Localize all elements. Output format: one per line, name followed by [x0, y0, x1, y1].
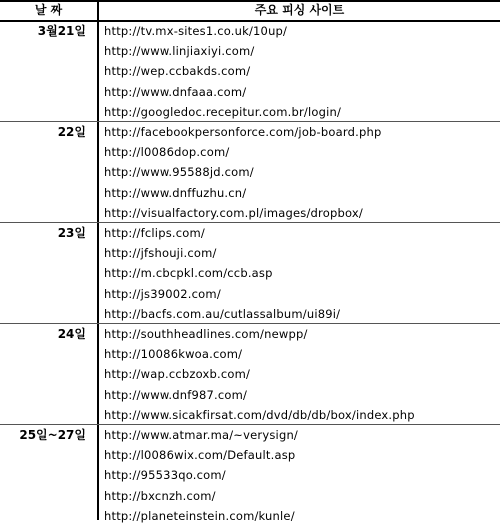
table-row — [0, 61, 500, 81]
site-url-cell: http://bacfs.com.au/cutlassalbum/ui89i/ — [104, 307, 341, 321]
table-row — [0, 41, 500, 61]
table-row — [0, 183, 500, 203]
date-cell: 24일 — [57, 327, 86, 341]
site-url-cell: http://southheadlines.com/newpp/ — [104, 327, 308, 341]
site-url-cell: http://bxcnzh.com/ — [104, 489, 216, 503]
table-top-border — [0, 0, 500, 2]
table-row — [0, 486, 500, 506]
table-row — [0, 506, 500, 526]
site-url-cell: http://www.dnf987.com/ — [104, 388, 248, 402]
site-url-cell: http://l0086wix.com/Default.asp — [104, 448, 296, 462]
date-column-header: 날 짜 — [34, 3, 63, 17]
site-url-cell: http://10086kwoa.com/ — [104, 347, 243, 361]
site-url-cell: http://www.dnffuzhu.cn/ — [104, 186, 247, 200]
site-url-cell: http://jfshouji.com/ — [104, 246, 217, 260]
site-url-cell: http://planeteinstein.com/kunle/ — [104, 509, 295, 523]
site-url-cell: http://js39002.com/ — [104, 287, 221, 301]
table-header — [0, 0, 500, 20]
date-cell: 23일 — [57, 226, 86, 240]
site-url-cell: http://l0086dop.com/ — [104, 145, 230, 159]
table-row — [0, 243, 500, 263]
table-row — [0, 284, 500, 304]
table-row — [0, 425, 500, 445]
table-row — [0, 324, 500, 344]
table-row — [0, 385, 500, 405]
site-url-cell: http://www.dnfaaa.com/ — [104, 85, 247, 99]
site-url-cell: http://tv.mx-sites1.co.uk/10up/ — [104, 24, 288, 38]
table-row — [0, 223, 500, 243]
table-row — [0, 21, 500, 41]
site-url-cell: http://wep.ccbakds.com/ — [104, 64, 251, 78]
site-url-cell: http://googledoc.recepitur.com.br/login/ — [104, 105, 342, 119]
table-row — [0, 364, 500, 384]
table-row — [0, 203, 500, 223]
table-row — [0, 82, 500, 102]
site-url-cell: http://fclips.com/ — [104, 226, 205, 240]
site-url-cell: http://95533qo.com/ — [104, 468, 226, 482]
table-row — [0, 102, 500, 122]
site-url-cell: http://wap.ccbzoxb.com/ — [104, 367, 251, 381]
table-row — [0, 263, 500, 283]
site-url-cell: http://facebookpersonforce.com/job-board.php — [104, 125, 382, 139]
site-url-cell: http://visualfactory.com.pl/images/dropbox/ — [104, 206, 363, 220]
table-row — [0, 142, 500, 162]
table-row — [0, 304, 500, 324]
site-url-cell: http://www.sicakfirsat.com/dvd/db/db/box/index.php — [104, 408, 415, 422]
site-url-cell: http://www.atmar.ma/~verysign/ — [104, 428, 299, 442]
date-cell: 22일 — [57, 125, 86, 139]
site-url-cell: http://m.cbcpkl.com/ccb.asp — [104, 266, 273, 280]
table-row — [0, 162, 500, 182]
site-url-cell: http://www.95588jd.com/ — [104, 165, 254, 179]
date-cell: 25일~27일 — [19, 428, 86, 442]
site-url-cell: http://www.linjiaxiyi.com/ — [104, 44, 255, 58]
table-row — [0, 445, 500, 465]
date-cell: 3월21일 — [37, 24, 86, 38]
table-row — [0, 344, 500, 364]
site-column-header: 주요 피싱 사이트 — [254, 3, 345, 17]
table-row — [0, 405, 500, 425]
table-row — [0, 122, 500, 142]
table-row — [0, 465, 500, 485]
